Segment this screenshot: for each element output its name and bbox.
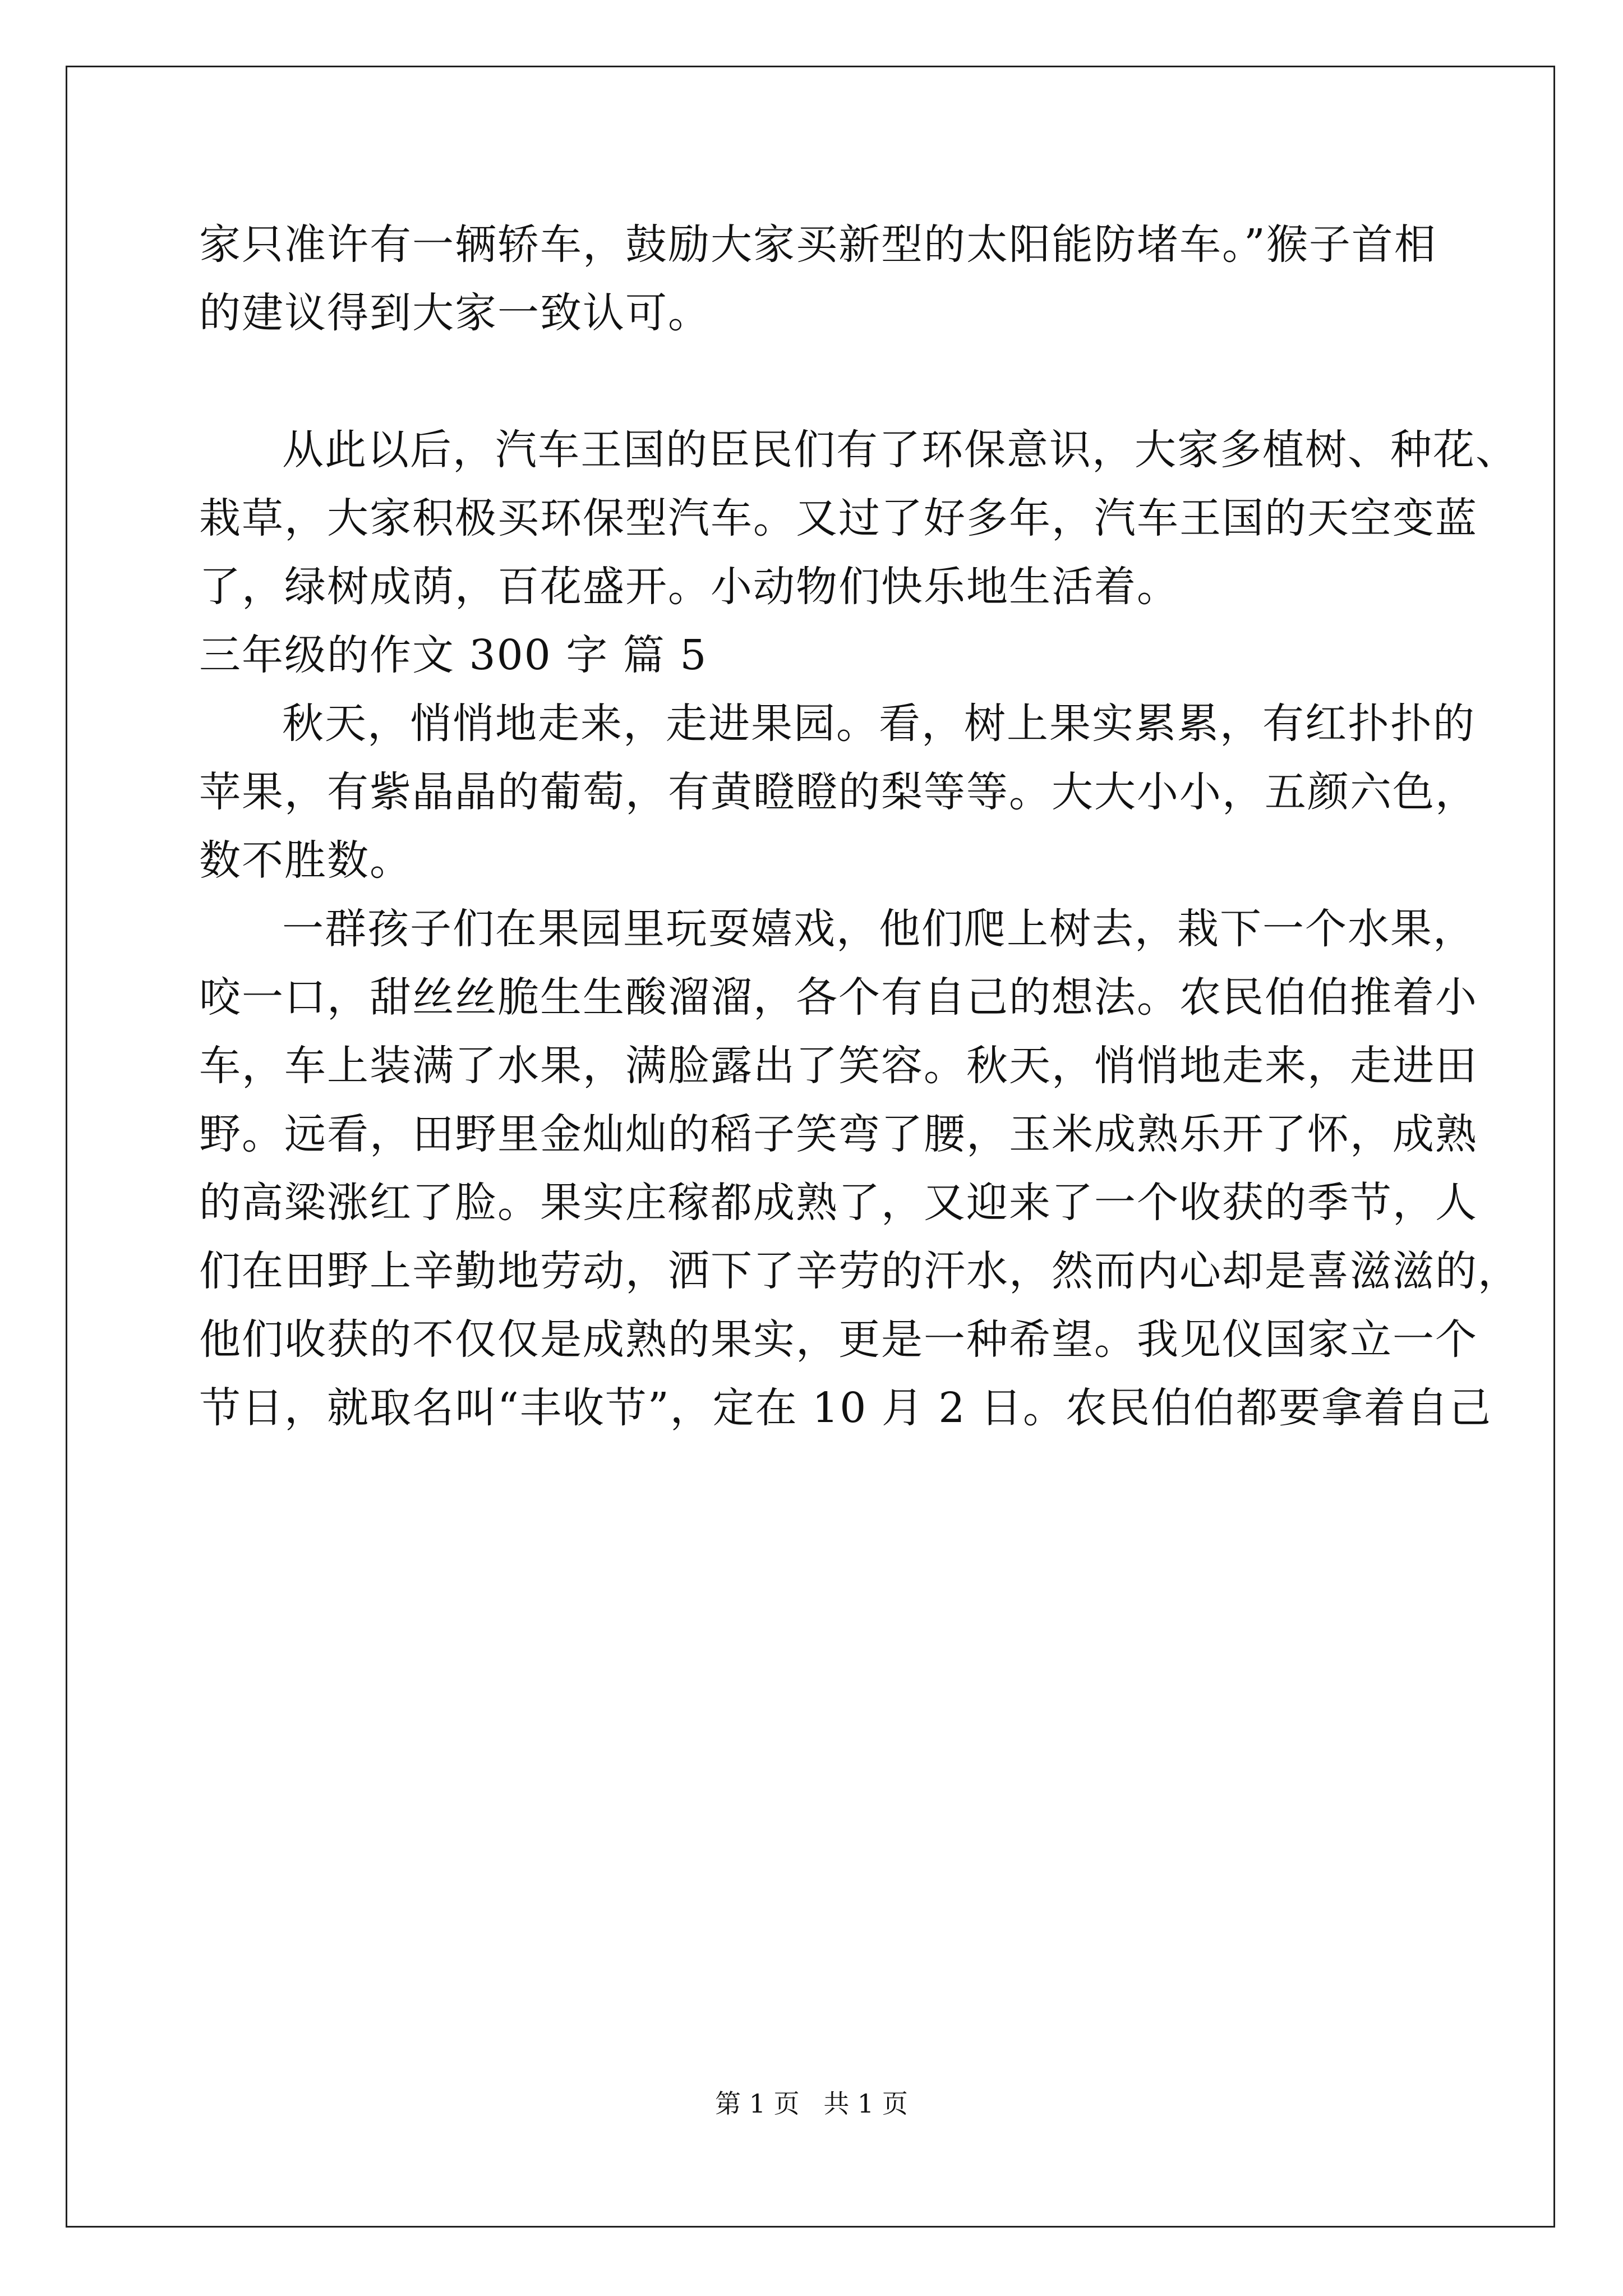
text-line: 他们收获的不仅仅是成熟的果实，更是一种希望。我见仪国家立一个 [199, 1315, 1478, 1364]
text-line: 数不胜数。 [199, 836, 412, 885]
text-line: 车，车上装满了水果，满脸露出了笑容。秋天，悄悄地走来，走进田 [199, 1042, 1478, 1090]
text-line: 一群孩子们在果园里玩耍嬉戏，他们爬上树去，栽下一个水果， [282, 905, 1476, 953]
page-total: 共 1 页 [823, 2088, 908, 2119]
section-heading: 三年级的作文 300 字 篇 5 [199, 631, 708, 679]
text-line: 栽草，大家积极买环保型汽车。又过了好多年，汽车王国的天空变蓝 [199, 494, 1478, 542]
text-line: 了，绿树成荫，百花盛开。小动物们快乐地生活着。 [199, 563, 1179, 611]
text-line: 野。远看，田野里金灿灿的稻子笑弯了腰，玉米成熟乐开了怀，成熟 [199, 1110, 1478, 1158]
text-line: 的高粱涨红了脸。果实庄稼都成熟了，又迎来了一个收获的季节，人 [199, 1179, 1478, 1227]
text-line: 苹果，有紫晶晶的葡萄，有黄瞪瞪的梨等等。大大小小，五颜六色， [199, 768, 1478, 816]
text-line: 的建议得到大家一致认可。 [199, 289, 711, 337]
text-line: 从此以后，汽车王国的臣民们有了环保意识，大家多植树、种花、 [282, 426, 1518, 474]
text-line: 咬一口，甜丝丝脆生生酸溜溜，各个有自己的想法。农民伯伯推着小 [199, 973, 1478, 1022]
text-line: 秋天，悄悄地走来，走进果园。看，树上果实累累，有红扑扑的 [282, 700, 1476, 748]
page-number: 第 1 页 [715, 2088, 800, 2119]
page-footer [0, 2087, 1623, 2120]
text-line: 节日，就取名叫“丰收节”，定在 10 月 2 日。农民伯伯都要拿着自己 [199, 1384, 1492, 1432]
text-line: 们在田野上辛勤地劳动，洒下了辛劳的汗水，然而内心却是喜滋滋的， [199, 1247, 1520, 1295]
text-line: 家只准许有一辆轿车，鼓励大家买新型的太阳能防堵车。”猴子首相 [199, 220, 1437, 269]
